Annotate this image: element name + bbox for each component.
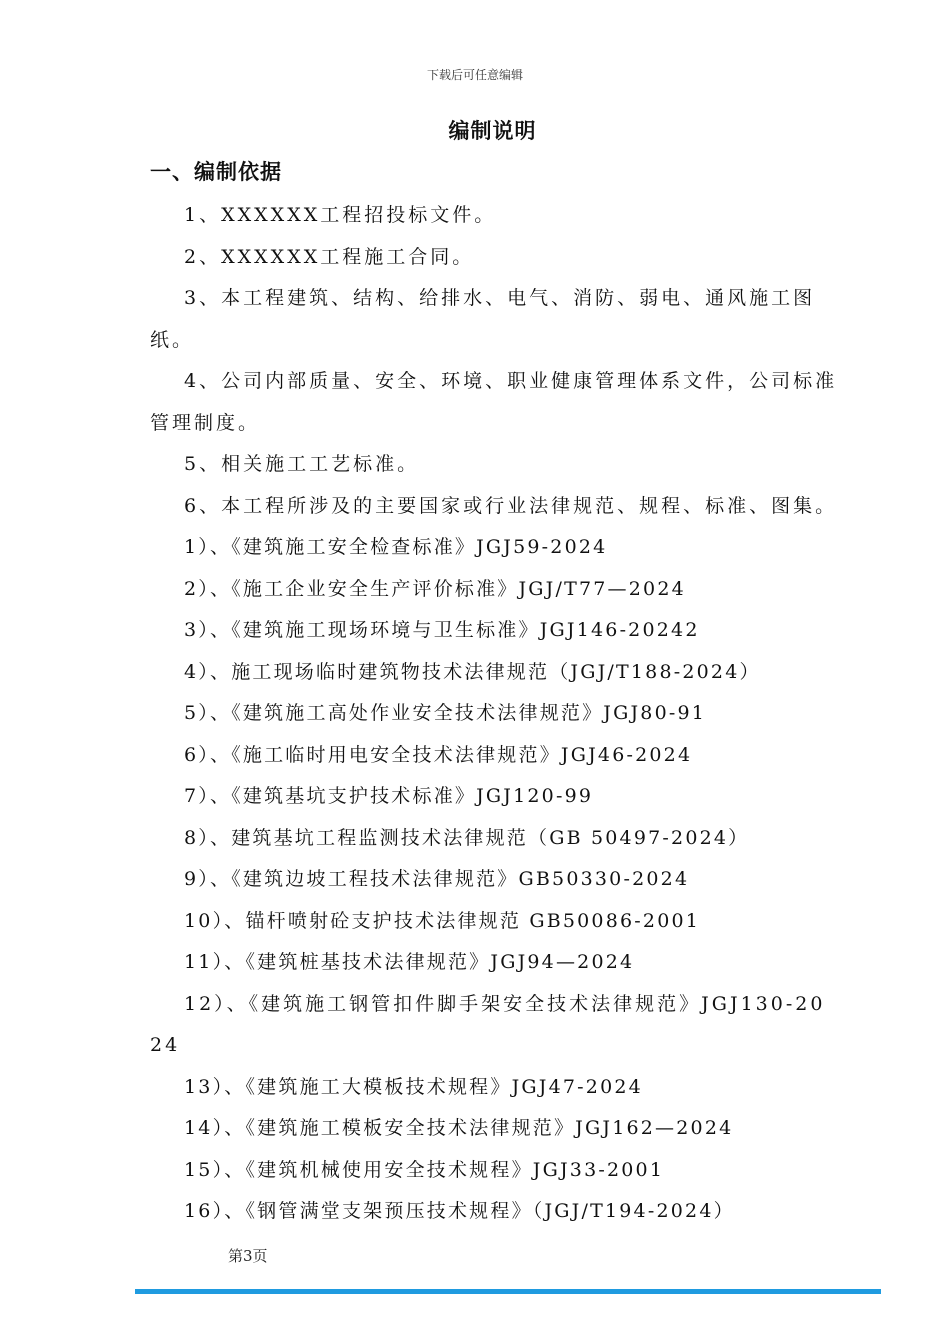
page-number: 第3页 xyxy=(228,1247,268,1265)
footer-divider xyxy=(135,1289,881,1294)
paragraph-basis-2: 2、XXXXXX工程施工合同。 xyxy=(184,245,475,268)
document-title: 编制说明 xyxy=(448,119,537,143)
standard-item-7: 7）、《建筑基坑支护技术标准》JGJ120-99 xyxy=(184,785,594,807)
paragraph-basis-3: 3、本工程建筑、结构、给排水、电气、消防、弱电、通风施工图纸。 xyxy=(150,287,816,351)
paragraph-basis-4: 4、公司内部质量、安全、环境、职业健康管理体系文件，公司标准管理制度。 xyxy=(150,370,838,434)
paragraph-basis-6: 6、本工程所涉及的主要国家或行业法律规范、规程、标准、图集。 xyxy=(184,494,838,517)
standard-item-11: 11）、《建筑桩基技术法律规范》JGJ94—2024 xyxy=(184,951,635,973)
standard-item-3: 3）、《建筑施工现场环境与卫生标准》JGJ146-20242 xyxy=(184,619,700,641)
standard-item-4: 4）、施工现场临时建筑物技术法律规范（JGJ/T188-2024） xyxy=(184,660,761,683)
section-heading: 一、编制依据 xyxy=(150,160,282,184)
paragraph-basis-5: 5、相关施工工艺标准。 xyxy=(184,453,420,475)
standard-item-5: 5）、《建筑施工高处作业安全技术法律规范》JGJ80-91 xyxy=(184,702,707,724)
standard-item-15: 15）、《建筑机械使用安全技术规程》JGJ33-2001 xyxy=(184,1158,665,1181)
standard-item-1: 1）、《建筑施工安全检查标准》JGJ59-2024 xyxy=(184,536,608,558)
standard-item-12: 12）、《建筑施工钢管扣件脚手架安全技术法律规范》JGJ130-2024 xyxy=(150,992,826,1056)
standard-item-6: 6）、《施工临时用电安全技术法律规范》JGJ46-2024 xyxy=(184,743,693,766)
standard-item-9: 9）、《建筑边坡工程技术法律规范》GB50330-2024 xyxy=(184,868,690,890)
standard-item-10: 10）、锚杆喷射砼支护技术法律规范 GB50086-2001 xyxy=(184,909,701,932)
standard-item-2: 2）、《施工企业安全生产评价标准》JGJ/T77—2024 xyxy=(184,577,686,600)
standard-item-13: 13）、《建筑施工大模板技术规程》JGJ47-2024 xyxy=(184,1075,643,1098)
document-body xyxy=(150,195,840,1233)
standard-item-8: 8）、建筑基坑工程监测技术法律规范（GB 50497-2024） xyxy=(184,826,750,849)
paragraph-basis-1: 1、XXXXXX工程招投标文件。 xyxy=(184,204,497,226)
standard-item-14: 14）、《建筑施工模板安全技术法律规范》JGJ162—2024 xyxy=(184,1117,734,1139)
page-header-note: 下载后可任意编辑 xyxy=(426,68,523,82)
standard-item-16: 16）、《钢管满堂支架预压技术规程》（JGJ/T194-2024） xyxy=(184,1200,735,1222)
